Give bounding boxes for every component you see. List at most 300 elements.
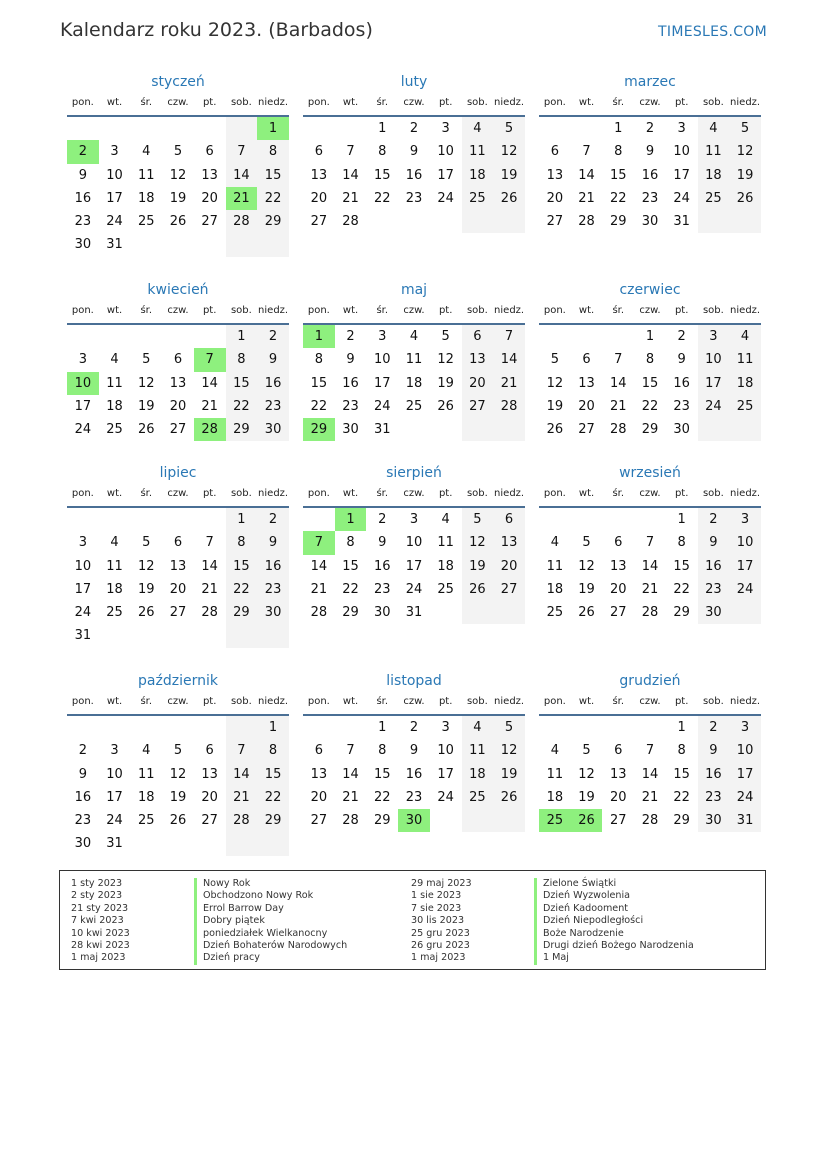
day-cell[interactable]: 4	[550, 535, 559, 551]
day-cell[interactable]: 15	[373, 766, 391, 782]
day-cell[interactable]: 10	[106, 766, 123, 782]
day-cell[interactable]: 18	[106, 581, 123, 597]
day-cell[interactable]: 9	[645, 144, 655, 160]
day-cell[interactable]: 21	[310, 581, 328, 597]
day-cell[interactable]: 19	[578, 789, 595, 805]
day-cell[interactable]: 5	[550, 352, 559, 368]
day-cell[interactable]: 2	[378, 512, 387, 527]
day-cell[interactable]: 24	[74, 605, 92, 621]
day-cell[interactable]: 30	[74, 237, 92, 253]
day-cell[interactable]: 14	[310, 558, 328, 574]
day-cell[interactable]: 21	[609, 398, 627, 414]
day-cell[interactable]: 13	[169, 375, 187, 391]
day-cell[interactable]: 13	[493, 531, 525, 554]
day-cell[interactable]: 22	[310, 398, 328, 414]
day-cell[interactable]: 16	[342, 375, 359, 391]
day-cell[interactable]: 24	[106, 813, 123, 829]
day-cell[interactable]: 14	[342, 167, 359, 183]
day-cell[interactable]: 4	[441, 512, 450, 527]
day-cell[interactable]: 6	[173, 352, 183, 368]
day-cell[interactable]: 11	[405, 352, 423, 368]
day-cell[interactable]: 12	[729, 140, 761, 163]
day-cell[interactable]: 3	[729, 508, 761, 531]
day-cell[interactable]: 30	[257, 418, 289, 441]
day-cell[interactable]: 13	[310, 167, 328, 183]
day-cell[interactable]: 12	[169, 167, 187, 183]
day-cell[interactable]: 20	[201, 789, 218, 805]
day-cell[interactable]: 18	[546, 789, 564, 805]
day-cell[interactable]: 6	[314, 144, 323, 160]
day-cell[interactable]: 1	[614, 121, 623, 136]
day-cell[interactable]: 30	[673, 422, 690, 438]
day-cell[interactable]: 20	[169, 398, 187, 414]
day-cell[interactable]: 12	[578, 558, 595, 574]
day-cell[interactable]: 20	[546, 190, 564, 206]
day-cell[interactable]: 3	[409, 512, 419, 527]
day-cell[interactable]: 21	[342, 789, 359, 805]
day-cell[interactable]: 20	[609, 789, 627, 805]
day-cell[interactable]: 21	[226, 786, 258, 809]
day-cell[interactable]: 9	[78, 167, 87, 183]
day-cell[interactable]: 31	[106, 237, 123, 253]
day-cell[interactable]: 10	[106, 167, 123, 183]
day-cell[interactable]: 20	[578, 398, 595, 414]
day-cell[interactable]: 4	[698, 117, 730, 140]
day-cell[interactable]: 5	[173, 144, 183, 160]
day-cell[interactable]: 12	[493, 739, 525, 762]
day-cell[interactable]: 18	[546, 581, 564, 597]
day-cell[interactable]: 4	[142, 144, 151, 160]
day-cell[interactable]: 9	[698, 739, 730, 762]
day-cell[interactable]: 27	[201, 214, 218, 230]
day-cell[interactable]: 15	[641, 375, 659, 391]
day-cell[interactable]: 17	[698, 372, 730, 395]
day-cell[interactable]: 17	[373, 375, 391, 391]
day-cell[interactable]: 18	[729, 372, 761, 395]
day-cell[interactable]: 20	[169, 581, 187, 597]
day-cell[interactable]: 23	[641, 190, 659, 206]
day-cell[interactable]: 19	[169, 789, 187, 805]
day-cell[interactable]: 14	[641, 766, 659, 782]
day-cell[interactable]: 22	[373, 190, 391, 206]
day-cell[interactable]: 18	[137, 789, 155, 805]
day-cell[interactable]: 10	[729, 739, 761, 762]
day-cell[interactable]: 6	[614, 743, 623, 759]
day-cell[interactable]: 25	[137, 214, 155, 230]
day-cell[interactable]: 29	[303, 418, 335, 441]
day-cell[interactable]: 18	[405, 375, 423, 391]
day-cell[interactable]: 18	[698, 164, 730, 187]
day-cell[interactable]: 27	[578, 422, 595, 438]
day-cell[interactable]: 13	[609, 558, 627, 574]
day-cell[interactable]: 12	[137, 375, 155, 391]
day-cell[interactable]: 6	[550, 144, 559, 160]
day-cell[interactable]: 24	[106, 214, 123, 230]
day-cell[interactable]: 6	[614, 535, 623, 551]
day-cell[interactable]: 21	[641, 789, 659, 805]
day-cell[interactable]: 3	[677, 121, 686, 136]
day-cell[interactable]: 11	[546, 558, 564, 574]
day-cell[interactable]: 24	[729, 578, 761, 601]
brand-link[interactable]: TIMESLES.COM	[658, 24, 767, 40]
day-cell[interactable]: 9	[378, 535, 387, 551]
day-cell[interactable]: 15	[310, 375, 328, 391]
day-cell[interactable]: 28	[641, 813, 659, 829]
day-cell[interactable]: 6	[205, 144, 214, 160]
day-cell[interactable]: 26	[546, 422, 564, 438]
day-cell[interactable]: 26	[462, 578, 494, 601]
day-cell[interactable]: 13	[310, 766, 328, 782]
day-cell[interactable]: 14	[226, 763, 258, 786]
day-cell[interactable]: 25	[729, 395, 761, 418]
day-cell[interactable]: 17	[729, 763, 761, 786]
day-cell[interactable]: 18	[437, 558, 454, 574]
day-cell[interactable]: 19	[546, 398, 564, 414]
day-cell[interactable]: 16	[673, 375, 690, 391]
day-cell[interactable]: 2	[78, 743, 87, 759]
day-cell[interactable]: 4	[462, 716, 494, 739]
day-cell[interactable]: 17	[729, 555, 761, 578]
day-cell[interactable]: 2	[677, 329, 686, 344]
day-cell[interactable]: 29	[609, 214, 627, 230]
day-cell[interactable]: 27	[310, 813, 328, 829]
day-cell[interactable]: 29	[342, 605, 359, 621]
day-cell[interactable]: 29	[226, 418, 258, 441]
day-cell[interactable]: 25	[106, 605, 123, 621]
day-cell[interactable]: 22	[673, 581, 690, 597]
day-cell[interactable]: 17	[437, 766, 454, 782]
day-cell[interactable]: 11	[437, 535, 454, 551]
day-cell[interactable]: 9	[409, 743, 419, 759]
day-cell[interactable]: 13	[169, 558, 187, 574]
day-cell[interactable]: 19	[437, 375, 454, 391]
day-cell[interactable]: 10	[405, 535, 423, 551]
day-cell[interactable]: 20	[201, 190, 218, 206]
day-cell[interactable]: 17	[437, 167, 454, 183]
day-cell[interactable]: 28	[226, 210, 258, 233]
day-cell[interactable]: 6	[173, 535, 183, 551]
day-cell[interactable]: 28	[201, 605, 218, 621]
day-cell[interactable]: 10	[673, 144, 690, 160]
day-cell[interactable]: 31	[729, 809, 761, 832]
day-cell[interactable]: 1	[335, 508, 367, 531]
day-cell[interactable]: 3	[378, 329, 387, 344]
day-cell[interactable]: 26	[578, 605, 595, 621]
day-cell[interactable]: 19	[578, 581, 595, 597]
day-cell[interactable]: 29	[257, 210, 289, 233]
day-cell[interactable]: 14	[226, 164, 258, 187]
day-cell[interactable]: 20	[310, 789, 328, 805]
day-cell[interactable]: 29	[641, 422, 659, 438]
day-cell[interactable]: 14	[493, 348, 525, 371]
day-cell[interactable]: 11	[106, 558, 123, 574]
day-cell[interactable]: 19	[137, 398, 155, 414]
day-cell[interactable]: 9	[677, 352, 686, 368]
day-cell[interactable]: 12	[578, 766, 595, 782]
day-cell[interactable]: 26	[729, 187, 761, 210]
day-cell[interactable]: 26	[169, 813, 187, 829]
day-cell[interactable]: 28	[226, 809, 258, 832]
day-cell[interactable]: 15	[373, 167, 391, 183]
day-cell[interactable]: 5	[582, 535, 591, 551]
day-cell[interactable]: 25	[539, 809, 571, 832]
day-cell[interactable]: 15	[673, 558, 690, 574]
day-cell[interactable]: 13	[578, 375, 595, 391]
day-cell[interactable]: 9	[78, 766, 87, 782]
day-cell[interactable]: 29	[257, 809, 289, 832]
day-cell[interactable]: 26	[137, 422, 155, 438]
day-cell[interactable]: 22	[342, 581, 359, 597]
day-cell[interactable]: 25	[462, 786, 494, 809]
day-cell[interactable]: 1	[378, 720, 387, 735]
day-cell[interactable]: 3	[729, 716, 761, 739]
day-cell[interactable]: 22	[257, 786, 289, 809]
day-cell[interactable]: 2	[257, 508, 289, 531]
day-cell[interactable]: 27	[609, 813, 627, 829]
day-cell[interactable]: 12	[169, 766, 187, 782]
day-cell[interactable]: 28	[641, 605, 659, 621]
day-cell[interactable]: 11	[462, 739, 494, 762]
day-cell[interactable]: 7	[226, 140, 258, 163]
day-cell[interactable]: 28	[310, 605, 328, 621]
day-cell[interactable]: 23	[673, 398, 690, 414]
day-cell[interactable]: 23	[698, 578, 730, 601]
day-cell[interactable]: 30	[373, 605, 391, 621]
day-cell[interactable]: 4	[110, 535, 119, 551]
day-cell[interactable]: 5	[582, 743, 591, 759]
day-cell[interactable]: 16	[257, 555, 289, 578]
day-cell[interactable]: 12	[493, 140, 525, 163]
day-cell[interactable]: 8	[677, 535, 686, 551]
day-cell[interactable]: 23	[257, 395, 289, 418]
day-cell[interactable]: 27	[493, 578, 525, 601]
day-cell[interactable]: 14	[578, 167, 595, 183]
day-cell[interactable]: 28	[342, 813, 359, 829]
day-cell[interactable]: 21	[342, 190, 359, 206]
day-cell[interactable]: 16	[405, 766, 423, 782]
day-cell[interactable]: 23	[257, 578, 289, 601]
day-cell[interactable]: 30	[641, 214, 659, 230]
day-cell[interactable]: 4	[462, 117, 494, 140]
day-cell[interactable]: 22	[609, 190, 627, 206]
day-cell[interactable]: 16	[74, 789, 92, 805]
day-cell[interactable]: 23	[373, 581, 391, 597]
day-cell[interactable]: 23	[74, 214, 92, 230]
day-cell[interactable]: 15	[226, 555, 258, 578]
day-cell[interactable]: 6	[314, 743, 323, 759]
day-cell[interactable]: 19	[137, 581, 155, 597]
day-cell[interactable]: 28	[493, 395, 525, 418]
day-cell[interactable]: 19	[729, 164, 761, 187]
day-cell[interactable]: 16	[74, 190, 92, 206]
day-cell[interactable]: 12	[437, 352, 454, 368]
day-cell[interactable]: 8	[257, 739, 289, 762]
day-cell[interactable]: 14	[342, 766, 359, 782]
day-cell[interactable]: 31	[106, 836, 123, 852]
day-cell[interactable]: 2	[257, 325, 289, 348]
day-cell[interactable]: 30	[698, 809, 730, 832]
day-cell[interactable]: 13	[546, 167, 564, 183]
day-cell[interactable]: 7	[493, 325, 525, 348]
day-cell[interactable]: 9	[257, 348, 289, 371]
day-cell[interactable]: 28	[342, 214, 359, 230]
day-cell[interactable]: 5	[142, 352, 151, 368]
day-cell[interactable]: 14	[201, 558, 218, 574]
day-cell[interactable]: 21	[201, 398, 218, 414]
day-cell[interactable]: 2	[409, 121, 419, 136]
day-cell[interactable]: 25	[698, 187, 730, 210]
day-cell[interactable]: 10	[74, 558, 92, 574]
day-cell[interactable]: 3	[441, 720, 450, 735]
day-cell[interactable]: 17	[106, 789, 123, 805]
day-cell[interactable]: 7	[614, 352, 623, 368]
day-cell[interactable]: 25	[137, 813, 155, 829]
day-cell[interactable]: 9	[409, 144, 419, 160]
day-cell[interactable]: 1	[645, 329, 655, 344]
day-cell[interactable]: 8	[314, 352, 323, 368]
day-cell[interactable]: 3	[698, 325, 730, 348]
day-cell[interactable]: 7	[645, 535, 655, 551]
day-cell[interactable]: 14	[609, 375, 627, 391]
day-cell[interactable]: 18	[462, 763, 494, 786]
day-cell[interactable]: 29	[373, 813, 391, 829]
day-cell[interactable]: 27	[169, 605, 187, 621]
day-cell[interactable]: 8	[614, 144, 623, 160]
day-cell[interactable]: 7	[303, 531, 335, 554]
day-cell[interactable]: 5	[462, 508, 494, 531]
day-cell[interactable]: 31	[673, 214, 690, 230]
day-cell[interactable]: 29	[673, 605, 690, 621]
day-cell[interactable]: 10	[698, 348, 730, 371]
day-cell[interactable]: 2	[409, 720, 419, 735]
day-cell[interactable]: 3	[110, 144, 119, 160]
day-cell[interactable]: 20	[310, 190, 328, 206]
day-cell[interactable]: 11	[137, 167, 155, 183]
day-cell[interactable]: 12	[546, 375, 564, 391]
day-cell[interactable]: 27	[169, 422, 187, 438]
day-cell[interactable]: 16	[698, 763, 730, 786]
day-cell[interactable]: 8	[226, 531, 258, 554]
day-cell[interactable]: 20	[493, 555, 525, 578]
day-cell[interactable]: 11	[698, 140, 730, 163]
day-cell[interactable]: 2	[67, 140, 99, 163]
day-cell[interactable]: 11	[137, 766, 155, 782]
day-cell[interactable]: 8	[226, 348, 258, 371]
day-cell[interactable]: 25	[405, 398, 423, 414]
day-cell[interactable]: 31	[74, 628, 92, 644]
day-cell[interactable]: 1	[226, 325, 258, 348]
day-cell[interactable]: 23	[698, 786, 730, 809]
day-cell[interactable]: 10	[67, 372, 99, 395]
day-cell[interactable]: 24	[437, 789, 454, 805]
day-cell[interactable]: 1	[677, 512, 686, 527]
day-cell[interactable]: 21	[201, 581, 218, 597]
day-cell[interactable]: 11	[546, 766, 564, 782]
day-cell[interactable]: 30	[342, 422, 359, 438]
day-cell[interactable]: 19	[169, 190, 187, 206]
day-cell[interactable]: 1	[226, 508, 258, 531]
day-cell[interactable]: 25	[546, 605, 564, 621]
day-cell[interactable]: 2	[698, 716, 730, 739]
day-cell[interactable]: 18	[106, 398, 123, 414]
day-cell[interactable]: 24	[673, 190, 690, 206]
day-cell[interactable]: 6	[582, 352, 591, 368]
day-cell[interactable]: 12	[462, 531, 494, 554]
day-cell[interactable]: 1	[257, 716, 289, 739]
day-cell[interactable]: 24	[437, 190, 454, 206]
day-cell[interactable]: 26	[493, 187, 525, 210]
day-cell[interactable]: 18	[462, 164, 494, 187]
day-cell[interactable]: 24	[74, 422, 92, 438]
day-cell[interactable]: 27	[462, 395, 494, 418]
day-cell[interactable]: 25	[437, 581, 454, 597]
day-cell[interactable]: 18	[137, 190, 155, 206]
day-cell[interactable]: 13	[201, 766, 218, 782]
day-cell[interactable]: 27	[609, 605, 627, 621]
day-cell[interactable]: 14	[201, 375, 218, 391]
day-cell[interactable]: 15	[673, 766, 690, 782]
day-cell[interactable]: 8	[346, 535, 355, 551]
day-cell[interactable]: 13	[201, 167, 218, 183]
day-cell[interactable]: 15	[257, 164, 289, 187]
day-cell[interactable]: 11	[462, 140, 494, 163]
day-cell[interactable]: 15	[342, 558, 359, 574]
day-cell[interactable]: 24	[698, 395, 730, 418]
day-cell[interactable]: 26	[137, 605, 155, 621]
day-cell[interactable]: 10	[437, 743, 454, 759]
day-cell[interactable]: 8	[257, 140, 289, 163]
day-cell[interactable]: 17	[74, 581, 92, 597]
day-cell[interactable]: 9	[257, 531, 289, 554]
day-cell[interactable]: 6	[493, 508, 525, 531]
day-cell[interactable]: 30	[257, 601, 289, 624]
day-cell[interactable]: 21	[493, 372, 525, 395]
day-cell[interactable]: 2	[346, 329, 355, 344]
day-cell[interactable]: 22	[226, 395, 258, 418]
day-cell[interactable]: 31	[405, 605, 423, 621]
day-cell[interactable]: 15	[257, 763, 289, 786]
day-cell[interactable]: 23	[342, 398, 359, 414]
day-cell[interactable]: 11	[729, 348, 761, 371]
day-cell[interactable]: 29	[673, 813, 690, 829]
day-cell[interactable]: 21	[226, 187, 258, 210]
day-cell[interactable]: 4	[729, 325, 761, 348]
day-cell[interactable]: 26	[437, 398, 454, 414]
day-cell[interactable]: 27	[201, 813, 218, 829]
day-cell[interactable]: 4	[142, 743, 151, 759]
day-cell[interactable]: 16	[373, 558, 391, 574]
day-cell[interactable]: 16	[257, 372, 289, 395]
day-cell[interactable]: 24	[405, 581, 423, 597]
day-cell[interactable]: 17	[106, 190, 123, 206]
day-cell[interactable]: 24	[373, 398, 391, 414]
day-cell[interactable]: 27	[546, 214, 564, 230]
day-cell[interactable]: 22	[641, 398, 659, 414]
day-cell[interactable]: 25	[462, 187, 494, 210]
day-cell[interactable]: 15	[226, 372, 258, 395]
day-cell[interactable]: 8	[677, 743, 686, 759]
day-cell[interactable]: 7	[645, 743, 655, 759]
day-cell[interactable]: 30	[398, 809, 430, 832]
day-cell[interactable]: 1	[677, 720, 686, 735]
day-cell[interactable]: 16	[641, 167, 659, 183]
day-cell[interactable]: 10	[373, 352, 391, 368]
day-cell[interactable]: 7	[205, 535, 214, 551]
day-cell[interactable]: 28	[609, 422, 627, 438]
day-cell[interactable]: 24	[729, 786, 761, 809]
day-cell[interactable]: 28	[578, 214, 595, 230]
day-cell[interactable]: 20	[462, 372, 494, 395]
